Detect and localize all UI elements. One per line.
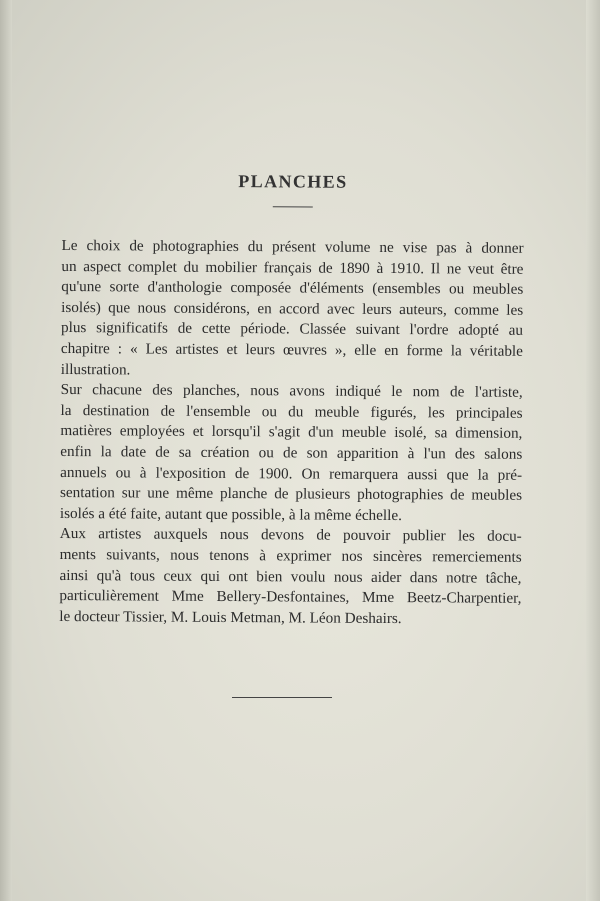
- text-line: plus significatifs de cette période. Classée suivant l'ordre adopté au: [60, 319, 524, 340]
- text-line: Le choix de photographies du présent volume ne vise pas à donner: [61, 236, 524, 257]
- text-line: Sur chacune des planches, nous avons indiqué le nom de l'artiste,: [60, 381, 523, 401]
- paragraph-planches: [60, 380, 523, 527]
- text-line: un aspect complet du mobilier français de 1890 à 1910. Il ne veut être: [61, 257, 524, 278]
- text-line: le docteur Tissier, M. Louis Metman, M. Léon Deshairs.: [59, 607, 402, 627]
- text-line: qu'une sorte d'anthologie composée d'éléments (ensembles ou meubles: [61, 278, 524, 299]
- page-left-edge: [0, 0, 12, 901]
- text-line: Aux artistes auxquels nous devons de pouvoir publier les docu-: [59, 525, 522, 546]
- title-rule: [273, 206, 313, 207]
- page-title: PLANCHES: [238, 171, 348, 192]
- text-line: ainsi qu'à tous ceux qui ont bien voulu nous aider dans notre tâche,: [59, 566, 522, 587]
- text-line: chapitre : « Les artistes et leurs œuvres », elle en forme la véritable: [60, 339, 523, 360]
- text-line: annuels ou à l'exposition de 1900. On remarquera aussi que la pré-: [60, 463, 523, 484]
- text-line: sentation sur une même planche de plusieurs photographies de meubles: [59, 484, 523, 504]
- text-line: matières employées et lorsqu'il s'agit d'un meuble isolé, sa dimension,: [60, 422, 523, 443]
- text-line: enfin la date de sa création ou de son apparition à l'un des salons: [60, 442, 523, 463]
- end-rule: [232, 697, 332, 698]
- page-right-edge: [586, 0, 600, 901]
- text-line: la destination de l'ensemble ou du meuble figurés, les principales: [60, 401, 523, 422]
- text-line: illustration.: [60, 360, 131, 378]
- paragraph-intro: [61, 236, 524, 383]
- text-line: particulièrement Mme Bellery-Desfontaines, Mme Beetz-Charpentier,: [59, 587, 522, 607]
- page-content: [59, 170, 524, 630]
- text-line: isolés) que nous considérons, en accord avec leurs auteurs, comme les: [61, 298, 524, 319]
- paragraph-thanks: [59, 524, 522, 630]
- text-line: ments suivants, nous tenons à exprimer nos sincères remerciements: [59, 545, 522, 566]
- text-line: isolés a été faite, autant que possible, à la même échelle.: [59, 504, 402, 524]
